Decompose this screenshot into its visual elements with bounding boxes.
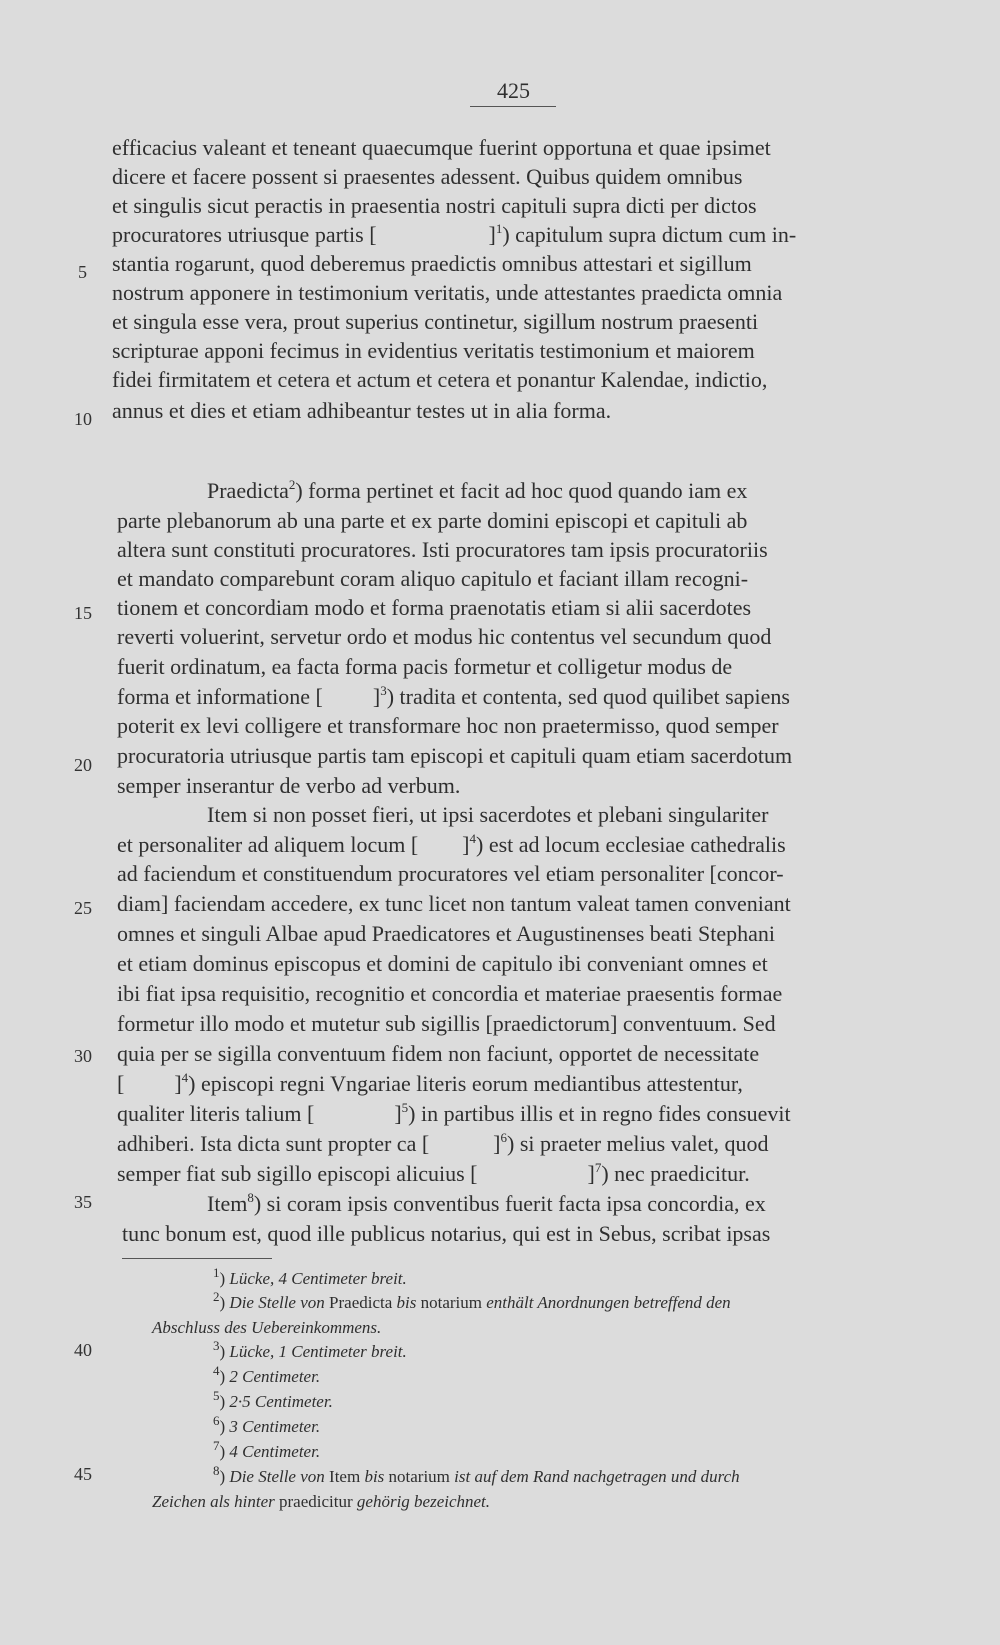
footnote-text: praedicitur [279,1492,353,1511]
footnote-ref: 4 [181,1070,189,1085]
text-line: ibi fiat ipsa requisitio, recognitio et concordia et materiae praesentis formae [117,981,783,1006]
footnote-2-continued: Abschluss des Uebereinkommens. [152,1318,382,1337]
footnote-marker: 6 [213,1413,220,1428]
footnote-text: Item [329,1467,361,1486]
footnote-2: $^2$) Die Stelle von Praedicta bis notarium enthält Anordnungen betreffend den [213,1289,731,1312]
text-span: ] [174,1071,182,1096]
footnote-5: $^5$) 2·5 Centimeter. [213,1388,333,1411]
footnote-3: $^3$) Lücke, 1 Centimeter breit. [213,1338,407,1361]
footnote-marker: 1 [213,1265,220,1280]
footnote-text: 4 Centimeter. [229,1442,321,1461]
text-span: Praedicta [207,478,289,503]
footnote-text: notarium [420,1293,483,1312]
text-line [117,1130,917,1158]
footnote-marker: 7 [213,1438,220,1453]
footnote-text: Lücke, 4 Centimeter breit. [229,1269,407,1288]
line-number: 45 [74,1464,92,1484]
text-line: et singula esse vera, prout superius continetur, sigillum nostrum praesenti [112,309,759,334]
text-span: Item [207,1191,248,1216]
text-span: ) forma pertinet et facit ad hoc quod quando iam ex [295,478,748,503]
text-span: adhiberi. Ista dicta sunt propter ca [ [117,1131,430,1156]
footnote-ref: 1 [495,221,503,236]
text-span: ] [587,1161,595,1186]
text-line: et singulis sicut peractis in praesentia nostri capituli supra dicti per dictos [112,193,757,218]
line-number: 15 [74,603,92,623]
text-span: procuratores utriusque partis [ [112,222,377,247]
footnote-text: 2·5 Centimeter. [229,1392,333,1411]
text-line: semper inserantur de verbo ad verbum. [117,773,461,798]
footnote-text: Zeichen als hinter [152,1492,275,1511]
text-line [117,1070,917,1098]
text-line: fidei firmitatem et cetera et actum et cetera et ponantur Kalendae, indictio, [112,367,768,392]
footnote-text: 3 Centimeter. [229,1417,321,1436]
text-line: tionem et concordiam modo et forma praenotatis etiam si alii sacerdotes [117,595,752,620]
text-line: omnes et singuli Albae apud Praedicatores et Augustinenses beati Stephani [117,921,776,946]
page-number: 425 [497,78,530,103]
text-span: ) tradita et contenta, sed quod quilibet sapiens [386,684,790,709]
footnote-8: $^8$) Die Stelle von Item bis notarium ist auf dem Rand nachgetragen und durch [213,1463,740,1486]
text-span: ] [372,684,381,709]
text-line: et mandato comparebunt coram aliquo capitulo et faciant illam recogni- [117,566,749,591]
text-line [117,1160,917,1188]
footnote-text: Die Stelle von [229,1467,325,1486]
text-span: ) episcopi regni Vngariae literis eorum mediantibus attestentur, [188,1071,743,1096]
text-line [117,683,917,711]
text-line [112,221,912,249]
text-span: ) capitulum supra dictum cum in- [502,222,797,247]
text-line: efficacius valeant et teneant quaecumque fuerint opportuna et quae ipsimet [112,135,771,160]
text-line: quia per se sigilla conventuum fidem non faciunt, opportet de necessitate [117,1041,760,1066]
text-line: scripturae apponi fecimus in evidentius veritatis testimonium et maiorem [112,338,755,363]
text-span: [ [117,1071,125,1096]
line-number: 25 [74,898,92,918]
footnote-text: bis [396,1293,417,1312]
text-span: qualiter literis talium [ [117,1101,315,1126]
footnote-1: $^1$) Lücke, 4 Centimeter breit. [213,1265,407,1288]
footnote-ref: 7 [594,1160,602,1175]
line-number: 35 [74,1192,92,1212]
footnote-4: $^4$) 2 Centimeter. [213,1363,321,1386]
footnote-text: gehörig bezeichnet. [356,1492,491,1511]
footnote-text: notarium [388,1467,450,1486]
footnote-8-continued [152,1490,490,1514]
text-line: Item si non posset fieri, ut ipsi sacerdotes et plebani singulariter [207,802,769,827]
text-line: formetur illo modo et mutetur sub sigillis [praedictorum] conventuum. Sed [117,1011,776,1036]
footnote-text: Lücke, 1 Centimeter breit. [229,1342,407,1361]
text-line: et etiam dominus episcopus et domini de capitulo ibi conveniant omnes et [117,951,768,976]
text-line: stantia rogarunt, quod deberemus praedictis omnibus attestari et sigillum [112,251,752,276]
text-span: ) in partibus illis et in regno fides consuevit [408,1101,791,1126]
footnote-text: enthält Anordnungen betreffend den [486,1293,731,1312]
text-line: reverti voluerint, servetur ordo et modus hic contentus vel secundum quod [117,624,772,649]
text-span: ] [394,1101,402,1126]
text-line: poterit ex levi colligere et transformare hoc non praetermisso, quod semper [117,713,779,738]
footnote-text: ist auf dem Rand nachgetragen und durch [454,1467,740,1486]
text-line: fuerit ordinatum, ea facta forma pacis formetur et colligetur modus de [117,654,733,679]
footnote-marker: 5 [213,1388,220,1403]
line-number: 40 [74,1340,92,1360]
line-number: 30 [74,1046,92,1066]
text-line: ad faciendum et constituendum procuratores vel etiam personaliter [concor- [117,861,784,886]
text-span: ] [488,222,496,247]
text-line: procuratoria utriusque partis tam episcopi et capituli quam etiam sacerdotum [117,743,793,768]
text-line: diam] faciendam accedere, ex tunc licet non tantum valeat tamen conveniant [117,891,791,916]
text-line [207,1190,912,1218]
footnote-text: bis [364,1467,385,1486]
text-line: parte plebanorum ab una parte et ex parte domini episcopi et capituli ab [117,508,748,533]
text-span: ) si coram ipsis conventibus fuerit facta ipsa concordia, ex [253,1191,766,1216]
footnote-ref: 3 [380,683,387,698]
footnote-7: $^7$) 4 Centimeter. [213,1438,321,1461]
page-number-rule [470,106,556,107]
footnote-ref: 5 [401,1100,409,1115]
line-number: 20 [74,755,92,775]
text-span: semper fiat sub sigillo episcopi alicuius [ [117,1161,478,1186]
text-span: ] [462,832,470,857]
footnote-ref: 8 [247,1190,254,1205]
text-span: et personaliter ad aliquem locum [ [117,832,419,857]
text-line [117,831,917,859]
text-span: forma et informatione [ [117,684,323,709]
line-number: 5 [78,262,87,282]
footnote-marker: 2 [213,1289,220,1304]
text-line: nostrum apponere in testimonium veritatis, unde attestantes praedicta omnia [112,280,783,305]
text-span: ) si praeter melius valet, quod [507,1131,769,1156]
text-line: dicere et facere possent si praesentes adessent. Quibus quidem omnibus [112,164,743,189]
text-span: ] [493,1131,501,1156]
footnote-ref: 6 [500,1130,507,1145]
text-line [207,477,912,505]
text-line: annus et dies et etiam adhibeantur testes ut in alia forma. [112,398,612,423]
footnote-text: Die Stelle von [229,1293,325,1312]
footnote-6: $^6$) 3 Centimeter. [213,1413,321,1436]
footnote-ref: 4 [469,831,476,846]
footnote-ref: 2 [288,477,296,492]
footnote-text: Praedicta [329,1293,393,1312]
text-line: altera sunt constituti procuratores. Isti procuratores tam ipsis procuratoriis [117,537,768,562]
text-line: tunc bonum est, quod ille publicus notarius, qui est in Sebus, scribat ipsas [122,1221,771,1246]
line-number: 10 [74,409,92,429]
text-line [117,1100,917,1128]
footnote-rule [122,1258,272,1259]
text-span: ) nec praedicitur. [601,1161,750,1186]
text-span: ) est ad locum ecclesiae cathedralis [476,832,786,857]
footnote-marker: 4 [213,1363,220,1378]
footnote-text: 2 Centimeter. [229,1367,321,1386]
footnote-marker: 3 [213,1338,220,1353]
footnote-marker: 8 [213,1463,220,1478]
